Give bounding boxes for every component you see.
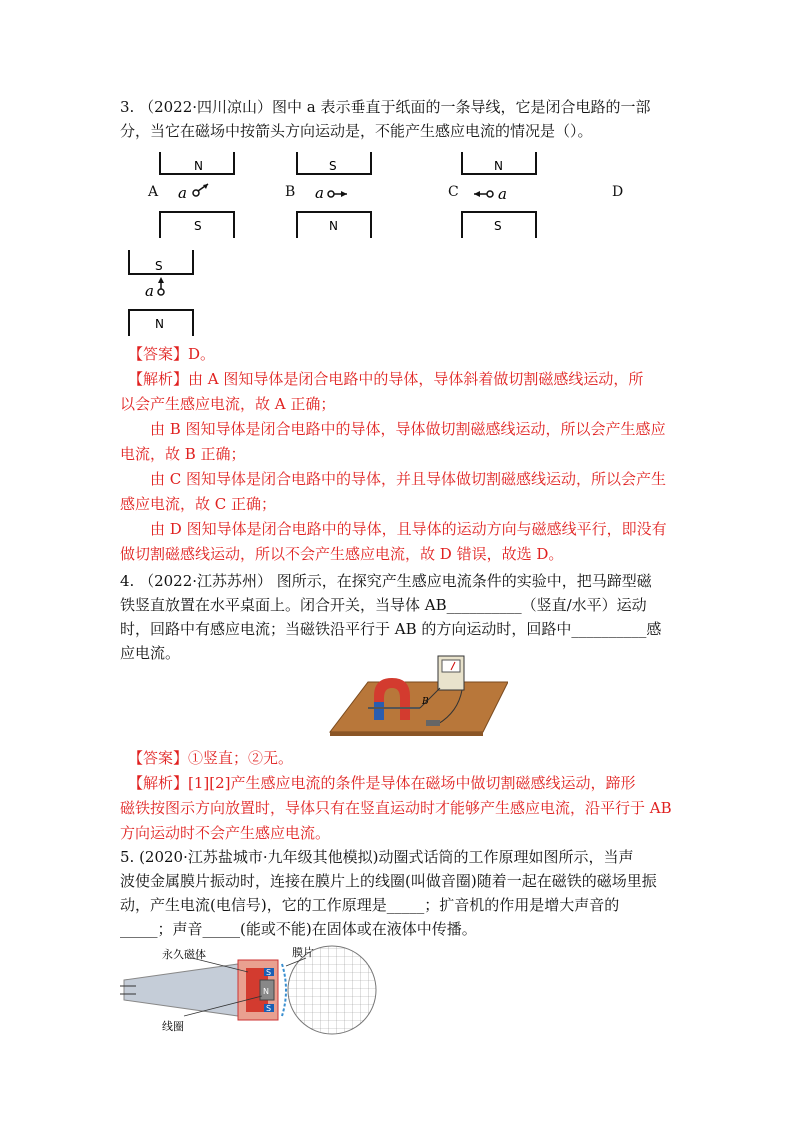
q4-analysis-1: 【解析】[1][2]产生感应电流的条件是导体在磁场中做切割磁感线运动，蹄形: [128, 774, 636, 792]
option-c-label: C: [448, 184, 459, 200]
q5-line4: _____；声音_____(能或不能)在固体或在液体中传播。: [120, 920, 477, 938]
q3-line1: 3. （2022·四川凉山）图中 a 表示垂直于纸面的一条导线，它是闭合电路的一部: [120, 98, 651, 116]
mic-label-film: 膜片: [292, 946, 314, 959]
q4-analysis-2: 磁铁按图示方向放置时，导体只有在竖直运动时才能够产生感应电流，沿平行于 AB: [120, 799, 672, 817]
option-b-bottom-pole: N: [329, 219, 338, 233]
q3-answer: 【答案】D。: [128, 345, 216, 363]
q3-analysis-5: 由 C 图知导体是闭合电路中的导体，并且导体做切割磁感线运动，所以会产生: [150, 470, 667, 488]
option-d-wire-label: a: [145, 282, 154, 300]
option-b-wire-label: a: [315, 184, 324, 202]
q4-line4: 应电流。: [120, 644, 181, 662]
option-a-top-pole: N: [194, 159, 203, 173]
option-d-figure: [127, 248, 197, 338]
svg-text:B: B: [422, 697, 429, 707]
q4-analysis-3: 方向运动时不会产生感应电流。: [120, 824, 331, 842]
q4-answer: 【答案】①竖直；②无。: [128, 749, 294, 767]
q3-analysis-2: 以会产生感应电流，故 A 正确；: [120, 395, 336, 413]
mic-n: N: [263, 987, 269, 996]
option-c-top-pole: N: [494, 159, 503, 173]
q5-line1: 5. (2020·江苏盐城市·九年级其他模拟)动圈式话筒的工作原理如图所示，当声: [120, 848, 634, 866]
q4-line2: 铁竖直放置在水平桌面上。闭合开关，当导体 AB__________（竖直/水平）运动: [120, 596, 647, 614]
option-a-label: A: [148, 184, 159, 200]
mic-label-coil: 线圈: [162, 1020, 184, 1033]
q5-line3: 动，产生电流(电信号)，它的工作原理是_____；扩音机的作用是增大声音的: [120, 896, 620, 914]
mic-s-top: S: [266, 968, 272, 977]
option-d-label: D: [612, 184, 624, 200]
q3-analysis-1: 【解析】由 A 图知导体是闭合电路中的导体，导体斜着做切割磁感线运动，所: [128, 370, 644, 388]
q3-line2: 分，当它在磁场中按箭头方向运动是，不能产生感应电流的情况是（）。: [120, 122, 593, 140]
q3-analysis-4: 电流，故 B 正确；: [120, 445, 246, 463]
option-a-bottom-pole: S: [194, 219, 202, 233]
q3-analysis-8: 做切割磁感线运动，所以不会产生感应电流，故 D 错误，故选 D。: [120, 545, 564, 563]
option-b-figure: [295, 150, 375, 240]
q5-line2: 波使金属膜片振动时，连接在膜片上的线圈(叫做音圈)随着一起在磁铁的磁场里振: [120, 872, 657, 890]
q4-experiment-figure: [328, 652, 508, 736]
option-c-bottom-pole: S: [494, 219, 502, 233]
option-a-figure: [158, 150, 238, 240]
option-b-label: B: [285, 184, 296, 200]
q5-microphone-figure: [120, 940, 380, 1040]
option-c-figure: [460, 150, 540, 240]
mic-s-bottom: S: [266, 1004, 272, 1013]
q4-line1: 4. （2022·江苏苏州） 图所示，在探究产生感应电流条件的实验中，把马蹄型磁: [120, 572, 652, 590]
option-d-top-pole: S: [155, 259, 163, 273]
option-a-wire-label: a: [178, 184, 187, 202]
q3-analysis-7: 由 D 图知导体是闭合电路中的导体，且导体的运动方向与磁感线平行，即没有: [150, 520, 667, 538]
q3-analysis-3: 由 B 图知导体是闭合电路中的导体，导体做切割磁感线运动，所以会产生感应: [150, 420, 666, 438]
option-b-top-pole: S: [329, 159, 337, 173]
mic-label-magnet: 永久磁体: [162, 948, 206, 961]
option-c-wire-label: a: [498, 185, 507, 203]
q3-analysis-6: 感应电流，故 C 正确；: [120, 495, 277, 513]
q4-line3: 时，回路中有感应电流；当磁铁沿平行于 AB 的方向运动时，回路中__________感: [120, 620, 662, 638]
option-d-bottom-pole: N: [155, 317, 164, 331]
